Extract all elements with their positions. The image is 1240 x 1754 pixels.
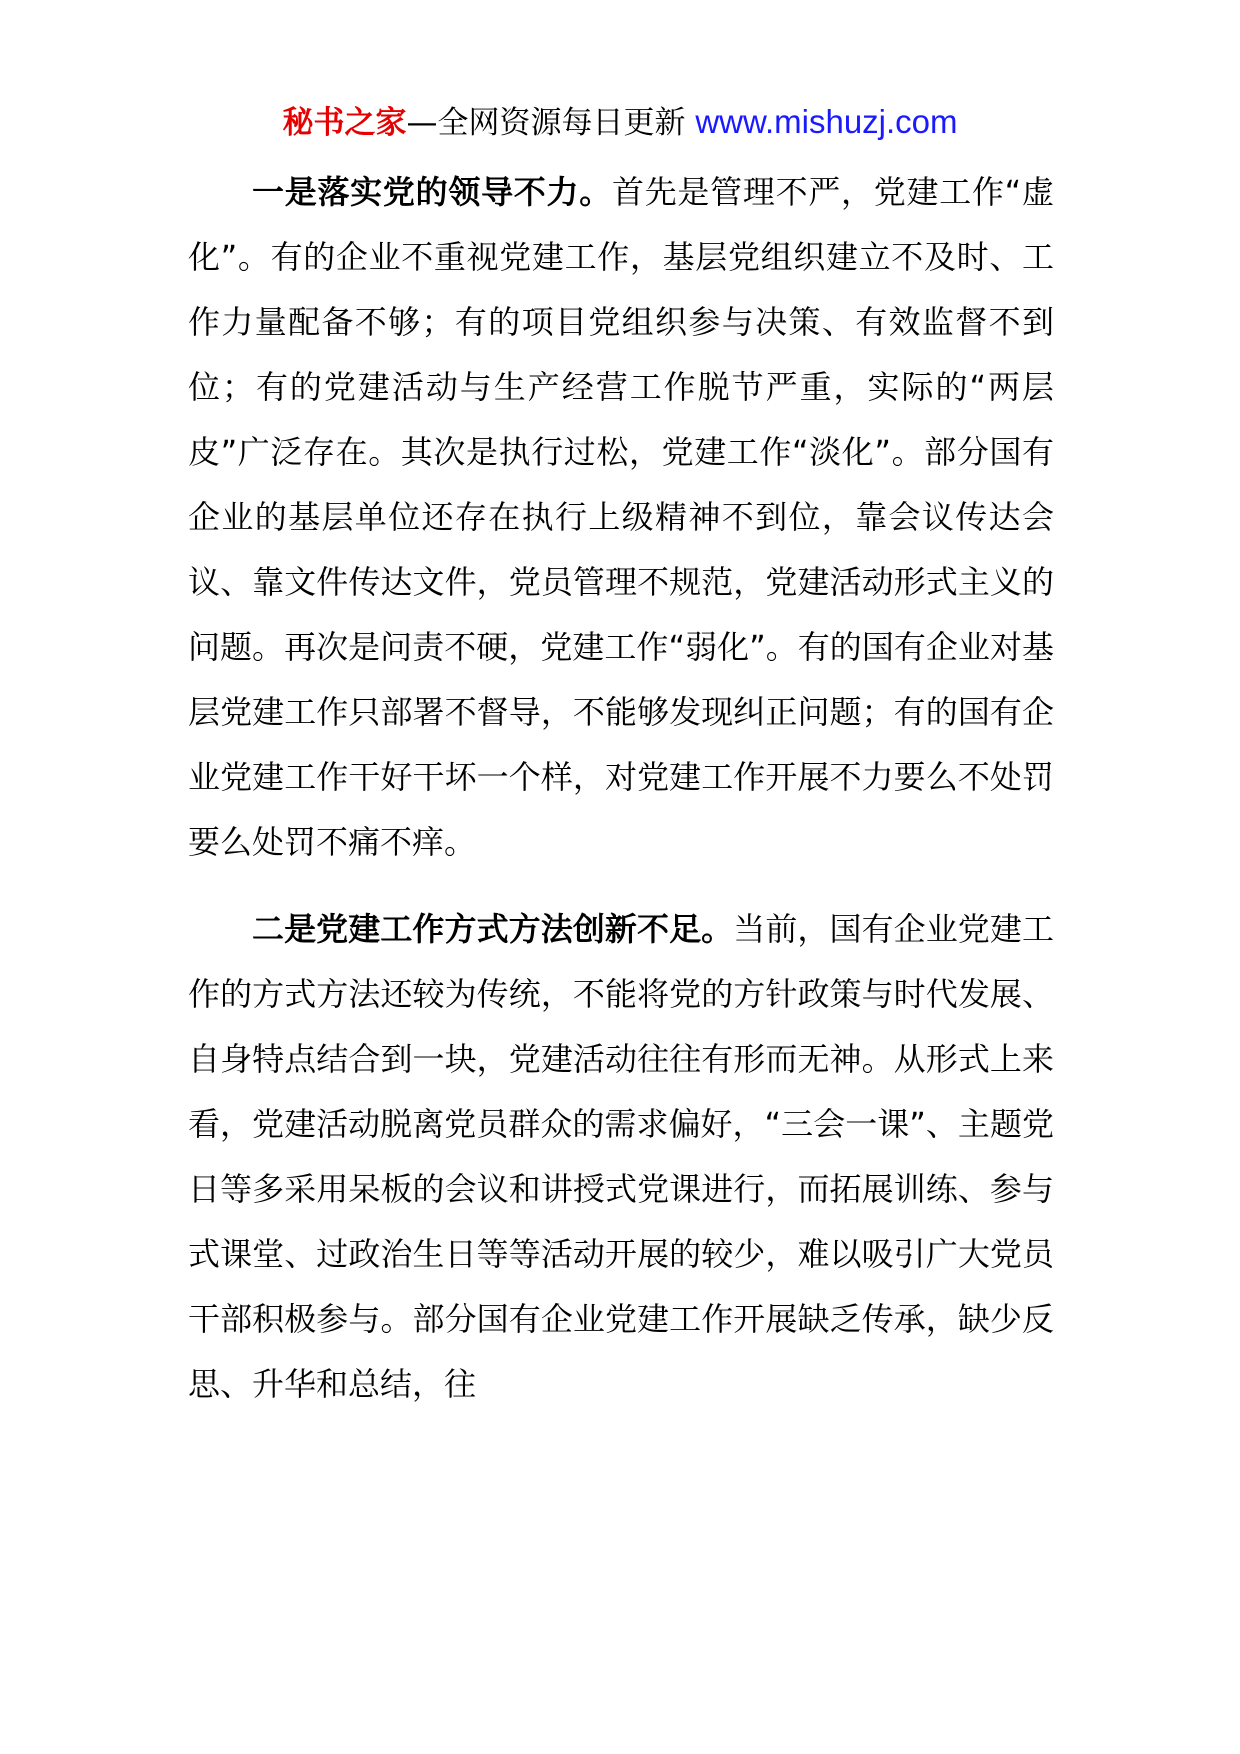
paragraph-1-lead: 一是落实党的领导不力。: [252, 173, 612, 211]
paragraph-2-text: 当前，国有企业党建工作的方式方法还较为传统，不能将党的方针政策与时代发展、自身特点结合到一块，党建活动往往有形而无神。从形式上来看，党建活动脱离党员群众的需求偏好，“三会一课”、主题党日等多采用呆板的会议和讲授式党课进行，而拓展训练、参与式课堂、过政治生日等等活动开展的较少，难以吸引广大党员干部积极参与。部分国有企业党建工作开展缺乏传承，缺少反思、升华和总结，往: [188, 910, 1054, 1403]
paragraph-1: [188, 160, 1054, 875]
document-body: [188, 160, 1054, 1417]
site-tagline: —全网资源每日更新: [406, 105, 696, 141]
paragraph-2-lead: 二是党建工作方式方法创新不足。: [252, 910, 734, 948]
site-brand: 秘书之家: [282, 105, 407, 141]
site-header: [0, 100, 1240, 145]
paragraph-2: [188, 897, 1054, 1417]
paragraph-1-text: 首先是管理不严，党建工作“虚化”。有的企业不重视党建工作，基层党组织建立不及时、工作力量配备不够；有的项目党组织参与决策、有效监督不到位；有的党建活动与生产经营工作脱节严重，实际的“两层皮”广泛存在。其次是执行过松，党建工作“淡化”。部分国有企业的基层单位还存在执行上级精神不到位，靠会议传达会议、靠文件传达文件，党员管理不规范，党建活动形式主义的问题。再次是问责不硬，党建工作“弱化”。有的国有企业对基层党建工作只部署不督导，不能够发现纠正问题；有的国有企业党建工作干好干坏一个样，对党建工作开展不力要么不处罚要么处罚不痛不痒。: [188, 173, 1054, 861]
site-url-link[interactable]: www.mishuzj.com: [695, 103, 958, 140]
